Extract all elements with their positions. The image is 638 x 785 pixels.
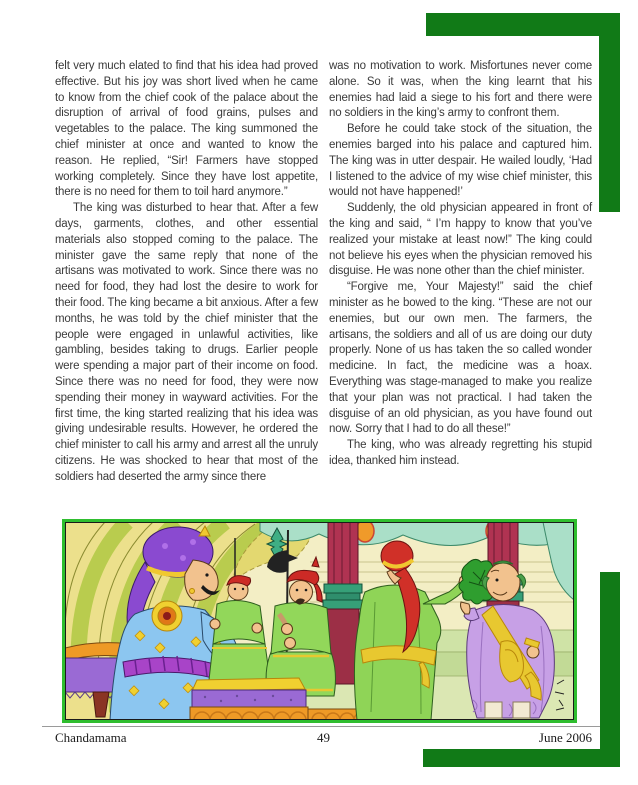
curtain-tieback xyxy=(356,522,374,542)
page-number: 49 xyxy=(317,730,330,745)
story-column-left xyxy=(55,59,318,486)
story-paragraph: was no motivation to work. Misfortunes never come alone. So it was, when the king learnt that his enemies had laid a siege to his fort and there were no soldiers in the king’s army to confront them. xyxy=(329,60,592,120)
story-paragraph: The king was disturbed to hear that. After a few days, garments, clothes, and other essential materials also stopped coming to the palace. The minister gave the same reply that none of the artisans was motivated to work. Since there was no need for food, they had lost the desire to work for their food. The king became a bit anxious. After a few months, he was told by the chief minister that the people were engaged in unlawful activities, like gambling, besides taking to drugs. Earlier people were spending a major part of their income on food. Since there was no need for food, they were now spending their money in wayward activities. For the first time, the king started realizing that his idea was giving undesirable results. However, he ordered the chief minister to call his army and arrest all the unruly citizens. He was shocked to hear that most of the soldiers had deserted the army since there xyxy=(55,202,318,483)
story-illustration xyxy=(62,519,577,723)
story-paragraph: “Forgive me, Your Majesty!” said the chief minister as he bowed to the king. “These are not our enemies, but our own men. The farmers, the artisans, the soldiers and all of us are doing our duty properly. None of us has taken the so called wonder medicine. In fact, the medicine was a hoax. Everything was stage-managed to make you realize that your plan was not practical. I had taken the disguise of an old physician, as you have found out now. Sorry that I had to do all these!” xyxy=(329,281,592,436)
story-column-right xyxy=(329,59,592,486)
story-paragraph: Before he could take stock of the situation, the enemies barged into his palace and captured him. The king was in utter despair. He wailed loudly, ‘Had I listened to the advice of my wise chief minister, this would not have happened!’ xyxy=(329,123,592,199)
magazine-name: Chandamama xyxy=(55,730,127,745)
story-paragraph: felt very much elated to find that his idea had proved effective. But his joy was short lived when he came to know from the chief cook of the palace about the disruption of arrival of food grains, pulses and vegetables to the palace. The king summoned the chief minister at once and wanted to know the reason. He replied, “Sir! Farmers have stopped working completely. Since they have lost appetite, there is no need for them to toil hard anymore.” xyxy=(55,60,318,199)
issue-date: June 2006 xyxy=(538,730,592,745)
story-text xyxy=(55,59,592,486)
footer-rule xyxy=(42,726,600,727)
top-right-bracket-vertical xyxy=(599,13,620,212)
top-right-bracket-horizontal xyxy=(426,13,617,36)
page-footer xyxy=(55,730,592,748)
bottom-right-bracket-vertical xyxy=(600,572,620,767)
story-paragraph: Suddenly, the old physician appeared in front of the king and said, “ I’m happy to know that you’ve realized your mistake at least now!” The king could not believe his eyes when the physician removed his disguise. He was none other than the chief minister. xyxy=(329,202,592,278)
bottom-right-bracket-horizontal xyxy=(423,749,620,767)
story-paragraph: The king, who was already regretting his stupid idea, thanked him instead. xyxy=(329,439,592,467)
